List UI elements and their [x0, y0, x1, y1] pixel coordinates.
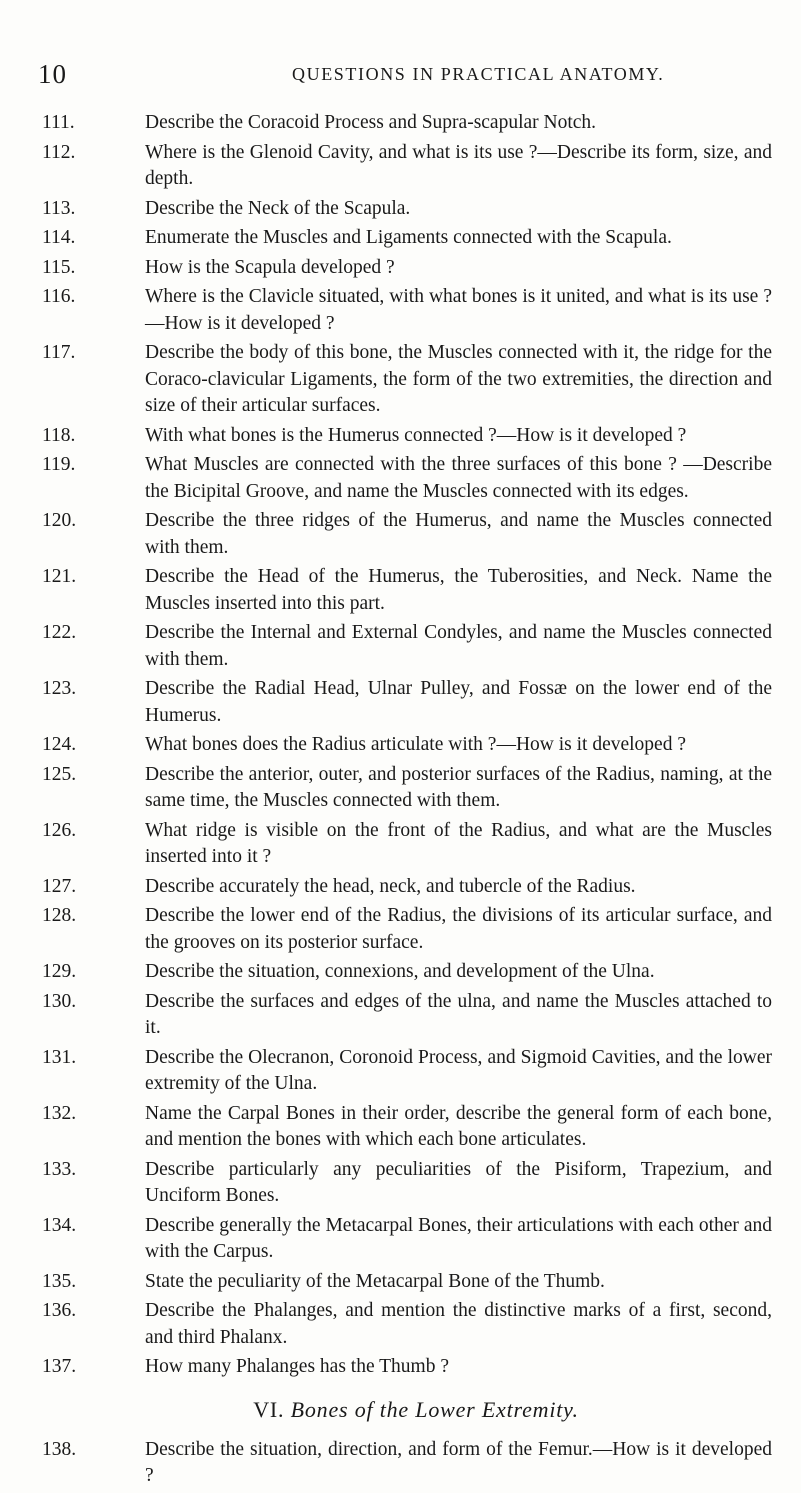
question-text: Describe the three ridges of the Humerus, and name the Muscles connected with them. — [145, 510, 772, 558]
question-number: 118. — [42, 424, 76, 446]
question-number: 130. — [42, 990, 77, 1012]
question-number: 121. — [42, 566, 77, 587]
question-text: Describe the Phalanges, and mention the distinctive marks of a first, second, and third Phalanx. — [145, 1300, 772, 1348]
question-text: Where is the Glenoid Cavity, and what is its use ?—Describe its form, size, and depth. — [145, 141, 772, 189]
question-number: 111. — [42, 112, 75, 133]
question-text: With what bones is the Humerus connected ?—How is it developed ? — [145, 424, 687, 446]
question-number: 117. — [42, 342, 76, 363]
question-item — [42, 110, 772, 137]
question-text: State the peculiarity of the Metacarpal Bone of the Thumb. — [145, 1270, 605, 1292]
question-number: 123. — [42, 678, 77, 699]
question-number: 120. — [42, 510, 77, 531]
section-heading — [42, 1395, 772, 1425]
question-text: Describe accurately the head, neck, and tubercle of the Radius. — [145, 875, 636, 897]
question-item — [42, 452, 772, 505]
question-item — [42, 1354, 772, 1381]
question-number: 137. — [42, 1356, 77, 1377]
question-text: Describe the lower end of the Radius, the divisions of its articular surface, and the grooves on its posterior surface. — [145, 905, 772, 953]
question-item — [42, 818, 772, 871]
question-item — [42, 903, 772, 956]
question-text: Describe particularly any peculiarities of the Pisiform, Trapezium, and Unciform Bones. — [145, 1158, 772, 1206]
question-item — [42, 140, 772, 193]
question-text: Describe the surfaces and edges of the ulna, and name the Muscles attached to it. — [145, 990, 772, 1038]
question-number: 122. — [42, 622, 77, 643]
question-item — [42, 1437, 772, 1490]
question-text: Describe the Neck of the Scapula. — [145, 197, 411, 219]
question-text: Describe the situation, direction, and form of the Femur.—How is it developed ? — [145, 1438, 772, 1486]
question-text: Describe the Olecranon, Coronoid Process, and Sigmoid Cavities, and the lower extremity of the Ulna. — [145, 1046, 772, 1094]
question-item — [42, 1045, 772, 1098]
question-text: What bones does the Radius articulate with ?—How is it developed ? — [145, 734, 686, 755]
question-number: 124. — [42, 734, 77, 755]
question-text: Describe the anterior, outer, and posterior surfaces of the Radius, naming, at the same time, the Muscles connected with them. — [145, 763, 772, 811]
question-text: Describe the body of this bone, the Muscles connected with it, the ridge for the Coraco-clavicular Ligaments, the form of the two extremities, the direction and size of their articular surfaces. — [145, 342, 772, 416]
question-item — [42, 508, 772, 561]
question-item — [42, 676, 772, 729]
question-text: Describe the Head of the Humerus, the Tuberosities, and Neck. Name the Muscles inserted into this part. — [145, 566, 772, 614]
question-item — [42, 1298, 772, 1351]
question-number: 126. — [42, 819, 77, 841]
question-text: What ridge is visible on the front of the Radius, and what are the Muscles inserted into it ? — [145, 819, 772, 867]
question-number: 112. — [42, 141, 76, 163]
question-number: 127. — [42, 875, 77, 897]
question-text: Describe the Coracoid Process and Supra-scapular Notch. — [145, 112, 597, 133]
question-item — [42, 340, 772, 420]
question-number: 115. — [42, 256, 76, 278]
running-head: QUESTIONS IN PRACTICAL ANATOMY. — [292, 64, 665, 84]
question-text: Enumerate the Muscles and Ligaments connected with the Scapula. — [145, 227, 672, 248]
question-text: How many Phalanges has the Thumb ? — [145, 1356, 450, 1377]
question-number: 113. — [42, 197, 76, 219]
question-text: How is the Scapula developed ? — [145, 256, 395, 278]
question-item — [42, 1157, 772, 1210]
question-number: 138. — [42, 1438, 77, 1460]
question-item — [42, 959, 772, 986]
question-number: 129. — [42, 961, 77, 982]
question-number: 133. — [42, 1158, 77, 1180]
question-number: 132. — [42, 1102, 77, 1124]
question-number: 128. — [42, 905, 77, 926]
question-group-lower-extremity — [42, 1437, 772, 1490]
page-header — [0, 58, 801, 90]
question-item — [42, 762, 772, 815]
question-number: 136. — [42, 1300, 77, 1321]
question-number: 135. — [42, 1270, 77, 1292]
question-item — [42, 989, 772, 1042]
question-text: Describe the Radial Head, Ulnar Pulley, and Fossæ on the lower end of the Humerus. — [145, 678, 772, 726]
question-item — [42, 255, 772, 282]
question-item — [42, 564, 772, 617]
question-text: Describe the Internal and External Condyles, and name the Muscles connected with them. — [145, 622, 772, 670]
question-text: Where is the Clavicle situated, with what bones is it united, and what is its use ?—How is it developed ? — [145, 286, 772, 334]
question-number: 131. — [42, 1046, 77, 1068]
question-item — [42, 423, 772, 450]
question-item — [42, 284, 772, 337]
question-item — [42, 620, 772, 673]
question-number: 114. — [42, 227, 76, 248]
question-list — [42, 110, 772, 1493]
question-item — [42, 225, 772, 252]
question-number: 134. — [42, 1214, 77, 1236]
question-item — [42, 1213, 772, 1266]
question-item — [42, 1101, 772, 1154]
question-group-upper-extremity — [42, 110, 772, 1381]
question-text: Describe the situation, connexions, and development of the Ulna. — [145, 961, 655, 982]
question-item — [42, 196, 772, 223]
question-number: 125. — [42, 763, 77, 785]
page-number: 10 — [38, 59, 67, 89]
section-number: VI. — [253, 1396, 285, 1422]
question-item — [42, 874, 772, 901]
question-text: What Muscles are connected with the three surfaces of this bone ? —Describe the Bicipital Groove, and name the Muscles connected with its edges. — [145, 454, 772, 502]
question-text: Name the Carpal Bones in their order, describe the general form of each bone, and mention the bones with which each bone articulates. — [145, 1102, 772, 1150]
question-number: 119. — [42, 454, 76, 475]
section-title: Bones of the Lower Extremity. — [290, 1396, 579, 1422]
question-text: Describe generally the Metacarpal Bones, their articulations with each other and with the Carpus. — [145, 1214, 772, 1262]
question-number: 116. — [42, 286, 76, 307]
question-item — [42, 732, 772, 759]
question-item — [42, 1269, 772, 1296]
